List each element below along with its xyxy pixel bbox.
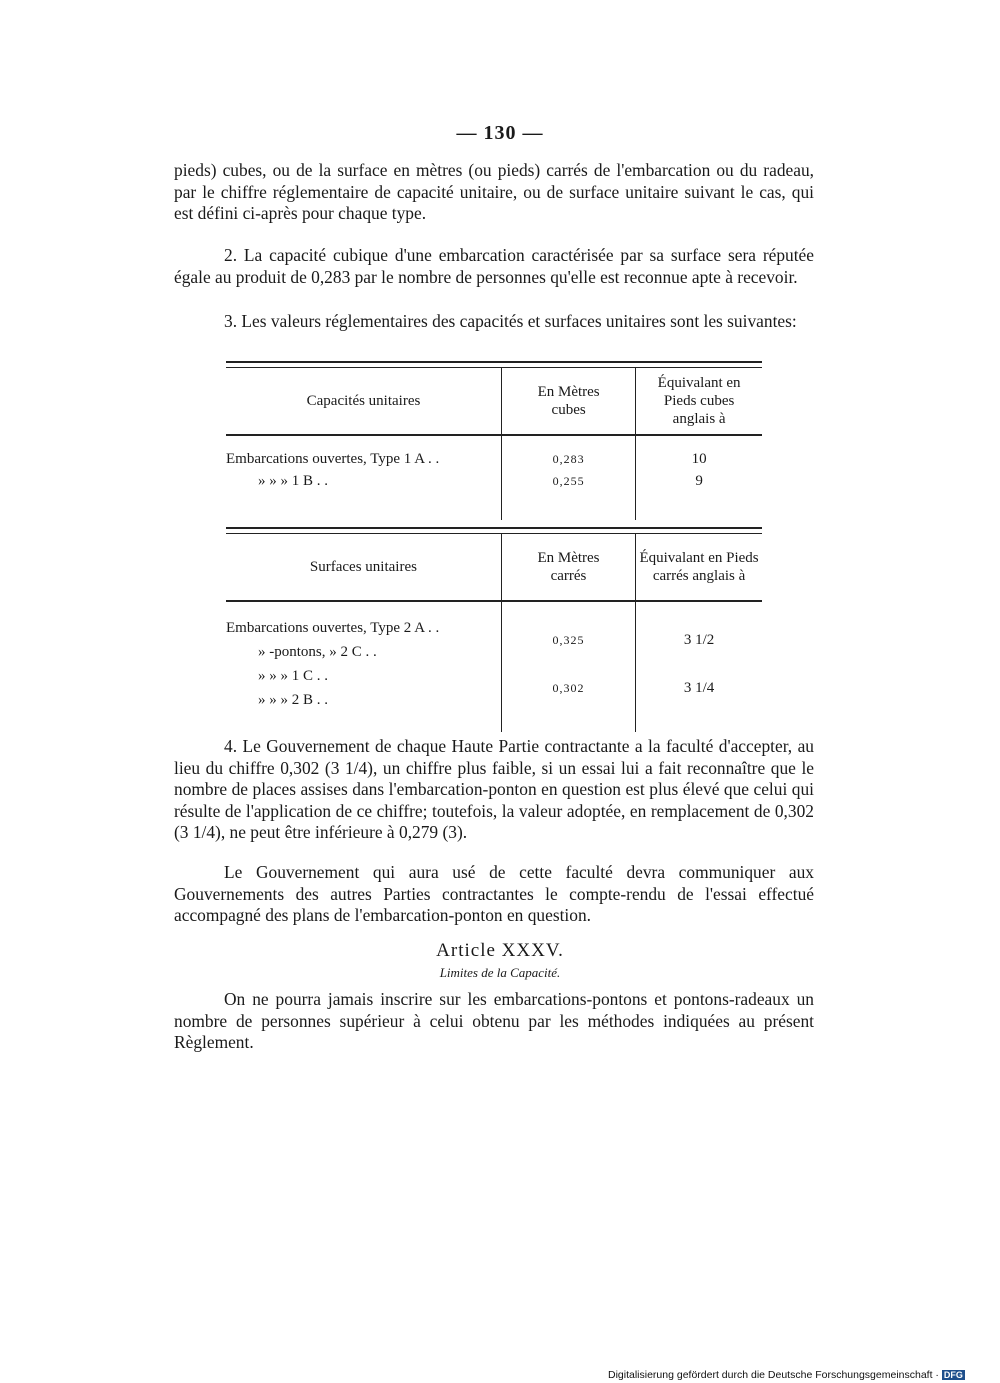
table1-imperial-value: 10 (636, 450, 762, 468)
table2-group2-metric: 0,302 (501, 664, 635, 712)
table1-metric-value: 0,283 (501, 450, 635, 468)
table2-header-imperial: Équivalant en Pieds carrés anglais à (636, 534, 762, 602)
paragraph-6: On ne pourra jamais inscrire sur les embarcations-pontons et pontons-radeaux un nombre de personnes supérieur à celui obtenu par les méthodes indiquées au présent Règlement. (174, 989, 814, 1052)
table2-row-label: » » » 1 C . . (258, 668, 329, 684)
footer-text: Digitalisierung gefördert durch die Deutsche Forschungsgemeinschaft · (608, 1369, 939, 1381)
dfg-logo-icon: DFG (943, 1370, 963, 1381)
article-title: Article XXXV. (436, 940, 564, 961)
paragraph-4: 4. Le Gouvernement de chaque Haute Partie contractante a la faculté d'accepter, au lieu du chiffre 0,302 (3 1/4), un chiffre plus faible, si un essai lui a fait reconnaître que le nombre de places assises dans l'embarcation-ponton en question est plus élevé que celui qui résulte de l'application de ce chiffre; toutefois, la valeur adoptée, en remplacement de 0,302 (3 1/4), ne peut être inférieure à 0,279 (3). (174, 736, 814, 842)
table2-group1-imperial: 3 1/2 (636, 616, 762, 664)
surface-table (226, 527, 762, 732)
table2-row-label: Embarcations ouvertes, Type 2 A . . (226, 620, 440, 636)
article-subtitle: Limites de la Capacité. (439, 965, 561, 980)
continuation-paragraph: pieds) cubes, ou de la surface en mètres (ou pieds) carrés de l'embarcation ou du radeau, par le chiffre réglementaire de capacité unitaire, ou de surface unitaire suivant le cas, qui est défini ci-après pour chaque type. (174, 160, 814, 223)
paragraph-5: Le Gouvernement qui aura usé de cette faculté devra communiquer aux Gouvernements des autres Parties contractantes le compte-rendu de l'essai effectué accompagné des plans de l'embarcation-ponton en question. (174, 862, 814, 925)
table-row (226, 616, 762, 640)
table1-row-label: » » » 1 B . . (258, 473, 329, 489)
footer-credit (608, 1369, 965, 1381)
table2-group2-imperial: 3 1/4 (636, 664, 762, 712)
table1-header-imperial: Équivalant en Pieds cubes anglais à (636, 368, 762, 436)
table-row (226, 468, 762, 494)
table1-imperial-value: 9 (636, 468, 762, 494)
table1-header-label: Capacités unitaires (226, 368, 501, 436)
table1-row-label: Embarcations ouvertes, Type 1 A . . (226, 451, 440, 467)
table2-row-label: » -pontons, » 2 C . . (258, 644, 377, 660)
table1-metric-value: 0,255 (501, 468, 635, 494)
table-row (226, 664, 762, 688)
table2-header-metric: En Mètres carrés (501, 534, 635, 602)
paragraph-2: 2. La capacité cubique d'une embarcation caractérisée par sa surface sera réputée égale au produit de 0,283 par le nombre de personnes qu'elle est reconnue apte à recevoir. (174, 245, 814, 287)
paragraph-3: 3. Les valeurs réglementaires des capacités et surfaces unitaires sont les suivantes: (224, 311, 797, 331)
table2-row-label: » » » 2 B . . (258, 692, 329, 708)
table2-header-label: Surfaces unitaires (226, 534, 501, 602)
table1-header-metric: En Mètres cubes (501, 368, 635, 436)
table-row (226, 450, 762, 468)
page-number: — 130 — (456, 122, 544, 144)
capacity-table (226, 361, 762, 520)
table2-group1-metric: 0,325 (501, 616, 635, 664)
